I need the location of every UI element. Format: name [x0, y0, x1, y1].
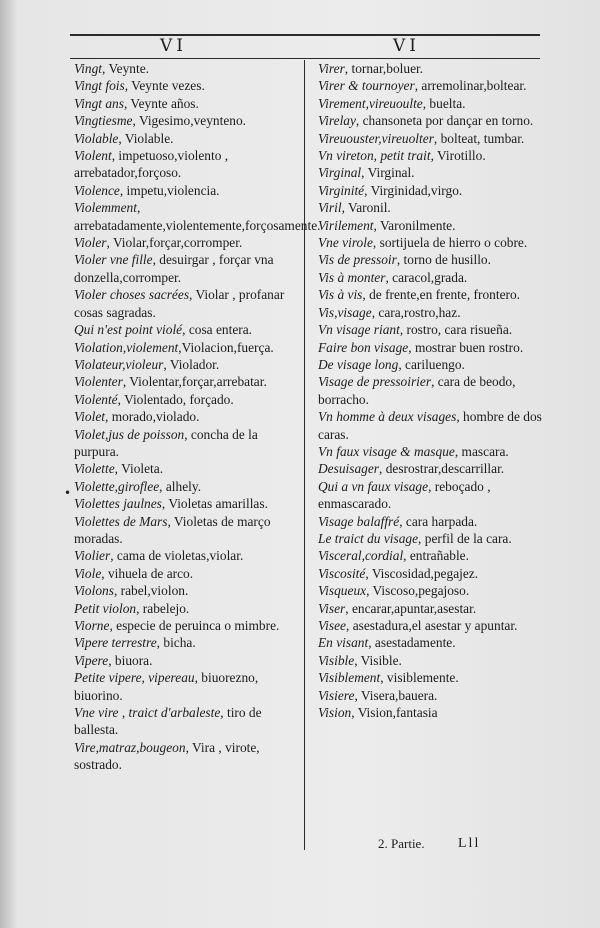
entry-headword: Violenter: [74, 374, 123, 390]
entry-translation: , Violador.: [163, 356, 220, 372]
entry-translation: , vihuela de arco.: [101, 565, 194, 581]
entry-translation: , especie de peruinca o mimbre.: [109, 618, 280, 633]
entry-translation: , asestadamente.: [368, 635, 456, 651]
entry-translation: , visiblemente.: [380, 670, 459, 686]
entry-headword: Vis à monter: [318, 269, 386, 285]
entry-headword: Vne virole: [318, 235, 373, 251]
signature-mark: Lll: [458, 836, 481, 851]
entry-translation: , entrañable.: [403, 548, 469, 564]
entry-headword: Violateur,violeur: [74, 356, 164, 372]
entry-headword: Virer & tournoyer: [318, 78, 415, 94]
entry-translation: , caracol,grada.: [385, 269, 468, 285]
entry-translation: , sortijuela de hierro o cobre.: [372, 235, 528, 251]
dictionary-entry: [74, 634, 304, 651]
dictionary-entry: [318, 704, 544, 721]
entry-translation: , Vigesimo,veynteno.: [132, 113, 247, 129]
entry-headword: Visage balaffré: [318, 513, 400, 529]
entry-translation: , Violetas de março moradas.: [74, 513, 271, 546]
right-column: [318, 60, 544, 721]
entry-translation: , de frente,en frente, frontero.: [362, 287, 521, 303]
entry-translation: , Visible.: [354, 652, 402, 668]
dictionary-entry: [74, 130, 304, 147]
entry-headword: Viscosité: [318, 565, 366, 581]
dictionary-entry: [318, 217, 544, 234]
entry-headword: Qui n'est point violé: [74, 322, 183, 338]
entry-headword: Violable: [74, 130, 119, 146]
entry-headword: Violet,jus de poisson: [74, 426, 185, 442]
dictionary-entry: [318, 460, 544, 477]
dictionary-entry: [318, 530, 544, 547]
dictionary-entry: [74, 321, 304, 338]
dictionary-entry: [318, 251, 544, 268]
entry-translation: , cara,rostro,haz.: [371, 304, 461, 320]
entry-headword: Vis de pressoir: [318, 252, 397, 268]
dictionary-entry: [318, 652, 544, 669]
dictionary-entry: [318, 408, 544, 443]
entry-translation: , Violentar,forçar,arrebatar.: [122, 374, 267, 390]
entry-headword: De visage long: [318, 356, 399, 372]
entry-headword: Vingt ans: [74, 95, 124, 111]
dictionary-entry: [74, 478, 304, 495]
entry-translation: , cariluengo.: [398, 356, 465, 372]
entry-translation: , cara harpada.: [399, 513, 478, 529]
dictionary-entry: [318, 164, 544, 181]
entry-translation: , Violetas amarillas.: [161, 496, 268, 512]
dictionary-entry: [318, 199, 544, 216]
entry-headword: Violier: [74, 548, 111, 564]
dictionary-entry: [74, 739, 304, 774]
entry-headword: Violons: [74, 583, 114, 599]
dictionary-entry: [74, 60, 304, 77]
dictionary-entry: [318, 669, 544, 686]
entry-headword: Violer vne fille: [74, 252, 153, 268]
entry-translation: , Visera,bauera.: [354, 687, 438, 703]
entry-translation: , Varonilmente.: [373, 217, 456, 233]
entry-translation: , buelta.: [422, 95, 466, 111]
entry-headword: Violent: [74, 148, 112, 164]
dictionary-entry: [318, 513, 544, 530]
entry-headword: Vis,visage: [318, 304, 372, 320]
dictionary-entry: [74, 112, 304, 129]
entry-translation: , bolteat, tumbar.: [433, 130, 525, 146]
entry-headword: Violenté: [74, 391, 118, 407]
entry-translation: , morado,violado.: [105, 409, 200, 425]
entry-translation: , desrostrar,descarrillar.: [379, 461, 505, 477]
dictionary-entry: [318, 234, 544, 251]
entry-headword: Visiblement: [318, 670, 381, 686]
entry-headword: Vne vire , traict d'arbaleste: [74, 705, 221, 721]
entry-translation: , hombre de dos caras.: [318, 409, 542, 442]
dictionary-entry: [318, 478, 544, 513]
entry-translation: , Virginidad,virgo.: [364, 182, 463, 198]
entry-headword: Visible: [318, 652, 355, 668]
entry-translation: , mascara.: [454, 443, 509, 459]
entry-translation: , concha de la purpura.: [74, 426, 258, 459]
entry-headword: Violettes jaulnes: [74, 496, 162, 512]
entry-translation: , alhely.: [159, 478, 202, 494]
part-label: 2. Partie.: [378, 836, 425, 851]
entry-translation: , rostro, cara risueña.: [399, 322, 513, 338]
entry-headword: Vn vireton, petit trait: [318, 148, 431, 164]
entry-headword: Vingt fois: [74, 78, 125, 94]
dictionary-entry: [318, 339, 544, 356]
margin-mark: •: [64, 486, 72, 500]
entry-headword: Violet: [74, 409, 105, 425]
entry-headword: Virginal: [318, 165, 362, 181]
entry-translation: , cosa entera.: [182, 322, 253, 338]
entry-translation: , Viscosidad,pegajez.: [365, 565, 479, 581]
entry-translation: , encarar,apuntar,asestar.: [345, 600, 477, 616]
entry-translation: , Violable.: [118, 130, 174, 146]
entry-translation: , rabelejo.: [136, 600, 190, 616]
entry-headword: Violer: [74, 235, 107, 251]
entry-translation: , reboçado , enmascarado.: [318, 478, 491, 512]
dictionary-entry: [318, 321, 544, 338]
dictionary-entry: [318, 356, 544, 373]
entry-headword: Virilement: [318, 217, 374, 233]
dictionary-entry: [318, 687, 544, 704]
dictionary-entry: [74, 495, 304, 512]
dictionary-entry: [318, 112, 544, 129]
dictionary-entry: [318, 77, 544, 94]
dictionary-entry: [74, 147, 304, 182]
dictionary-entry: [318, 443, 544, 460]
dictionary-entry: [74, 513, 304, 548]
entry-headword: Visee: [318, 618, 347, 633]
entry-headword: Vipere terrestre: [74, 635, 157, 651]
entry-headword: Visiere: [318, 687, 355, 703]
entry-translation: , Varonil.: [341, 200, 391, 216]
left-column: [74, 60, 321, 774]
entry-translation: , Viscoso,pegajoso.: [366, 583, 470, 599]
dictionary-entry: [318, 600, 544, 617]
entry-headword: Viorne: [74, 618, 110, 633]
entry-translation: , rabel,violon.: [113, 583, 189, 599]
entry-headword: Vn homme à deux visages: [318, 409, 457, 425]
dictionary-entry: [74, 652, 304, 669]
dictionary-entry: [74, 460, 304, 477]
entry-headword: Viole: [74, 565, 102, 581]
dictionary-entry: [74, 391, 304, 408]
entry-headword: Violence: [74, 182, 120, 198]
entry-headword: Vis à vis: [318, 287, 363, 303]
dictionary-entry: [74, 565, 304, 582]
dictionary-entry: [74, 199, 321, 234]
entry-translation: , Violar,forçar,corromper.: [106, 235, 243, 251]
entry-translation: , impetuoso,violento , arrebatador,forçoso.: [74, 148, 229, 181]
entry-translation: , torno de husillo.: [396, 252, 491, 268]
entry-translation: , chansoneta por dançar en torno.: [355, 113, 534, 129]
entry-headword: Vn faux visage & masque: [318, 443, 455, 459]
entry-translation: , arremolinar,boltear.: [414, 78, 527, 94]
entry-translation: , Virginal.: [361, 165, 415, 181]
entry-headword: Petit violon: [74, 600, 137, 616]
dictionary-entry: [318, 147, 544, 164]
dictionary-entry: [318, 130, 544, 147]
dictionary-entry: [318, 95, 544, 112]
entry-headword: Desuisager: [318, 461, 379, 477]
entry-translation: , mostrar buen rostro.: [408, 339, 524, 355]
entry-headword: Violer choses sacrées: [74, 287, 190, 303]
entry-translation: , Violentado, forçado.: [117, 391, 234, 407]
column-divider: [304, 60, 305, 850]
entry-headword: Vision: [318, 705, 352, 721]
entry-headword: Violemment: [74, 200, 137, 216]
entry-translation: , Violeta.: [114, 461, 164, 477]
entry-translation: , arrebatadamente,violentemente,forçosamente.: [74, 200, 321, 233]
dictionary-entry: [74, 408, 304, 425]
dictionary-entry: [318, 286, 544, 303]
entry-translation: , biuorezno, biuorino.: [74, 670, 259, 703]
entry-translation: , impetu,violencia.: [119, 182, 220, 198]
dictionary-entry: [74, 234, 304, 251]
dictionary-entry: [318, 269, 544, 286]
entry-headword: Violettes de Mars: [74, 513, 168, 529]
dictionary-entry: [74, 339, 304, 356]
dictionary-entry: [74, 251, 304, 286]
entry-translation: , perfil de la cara.: [418, 530, 512, 546]
dictionary-entry: [74, 617, 304, 634]
dictionary-entry: [74, 95, 304, 112]
entry-translation: , desuirgar , forçar vna donzella,corromper.: [74, 252, 274, 285]
entry-headword: Le traict du visage: [318, 530, 419, 546]
entry-headword: Visceral,cordial: [318, 548, 404, 564]
entry-headword: Faire bon visage: [318, 339, 409, 355]
entry-translation: , Veynte.: [102, 61, 150, 76]
dictionary-entry: [318, 373, 544, 408]
entry-translation: , biuora.: [108, 652, 153, 668]
entry-translation: , Virotillo.: [430, 148, 486, 164]
entry-translation: , Veynte años.: [123, 95, 199, 111]
running-head-left: VI: [160, 36, 187, 56]
dictionary-entry: [318, 634, 544, 651]
dictionary-entry: [74, 356, 304, 373]
dictionary-entry: [74, 669, 304, 704]
dictionary-entry: [318, 617, 544, 634]
header-rule-top: [70, 34, 540, 36]
entry-translation: , asestadura,el asestar y apuntar.: [346, 618, 518, 633]
entry-headword: Virginité: [318, 182, 365, 198]
dictionary-entry: [74, 182, 304, 199]
entry-translation: , tiro de ballesta.: [74, 705, 262, 738]
entry-headword: Vire,matraz,bougeon: [74, 739, 186, 755]
entry-translation: , Vira , virote, sostrado.: [74, 739, 260, 773]
running-head-right: VI: [393, 36, 420, 56]
entry-translation: , Vision,fantasia: [351, 705, 438, 721]
header-rule-bottom: [70, 58, 540, 59]
dictionary-entry: [74, 547, 304, 564]
entry-headword: Vireuouster,vireuolter: [318, 130, 434, 146]
entry-translation: , cama de violetas,violar.: [110, 548, 244, 564]
dictionary-entry: [74, 77, 304, 94]
dictionary-entry: [318, 565, 544, 582]
entry-translation: , Violar , profanar cosas sagradas.: [74, 287, 285, 320]
entry-translation: ,Violacion,fuerça.: [178, 339, 274, 355]
entry-headword: Virement,vireuoulte: [318, 95, 423, 111]
entry-headword: Virer: [318, 61, 345, 76]
entry-headword: Violation,violement: [74, 339, 179, 355]
entry-translation: , bicha.: [156, 635, 196, 651]
entry-translation: , Veynte vezes.: [124, 78, 205, 94]
entry-headword: En visant: [318, 635, 369, 651]
entry-translation: , tornar,boluer.: [344, 61, 424, 76]
dictionary-entry: [318, 182, 544, 199]
dictionary-entry: [318, 547, 544, 564]
entry-headword: Petite vipere, vipereau: [74, 670, 195, 686]
entry-headword: Vingt: [74, 61, 103, 76]
entry-headword: Viser: [318, 600, 346, 616]
entry-headword: Violette: [74, 461, 115, 477]
entry-headword: Visage de pressoirier: [318, 374, 432, 390]
dictionary-entry: [74, 286, 304, 321]
entry-headword: Visqueux: [318, 583, 367, 599]
dictionary-entry: [318, 582, 544, 599]
entry-headword: Virelay: [318, 113, 356, 129]
entry-headword: Viril: [318, 200, 342, 216]
dictionary-entry: [318, 60, 544, 77]
entry-headword: Violette,giroflee: [74, 478, 160, 494]
dictionary-entry: [74, 704, 304, 739]
entry-headword: Qui a vn faux visage: [318, 478, 429, 494]
entry-headword: Vn visage riant: [318, 322, 400, 338]
entry-headword: Vingtiesme: [74, 113, 133, 129]
dictionary-entry: [74, 582, 304, 599]
dictionary-entry: [74, 600, 304, 617]
dictionary-entry: [74, 426, 304, 461]
dictionary-entry: [74, 373, 304, 390]
dictionary-entry: [318, 304, 544, 321]
entry-headword: Vipere: [74, 652, 109, 668]
entry-translation: , cara de beodo, borracho.: [318, 374, 516, 407]
